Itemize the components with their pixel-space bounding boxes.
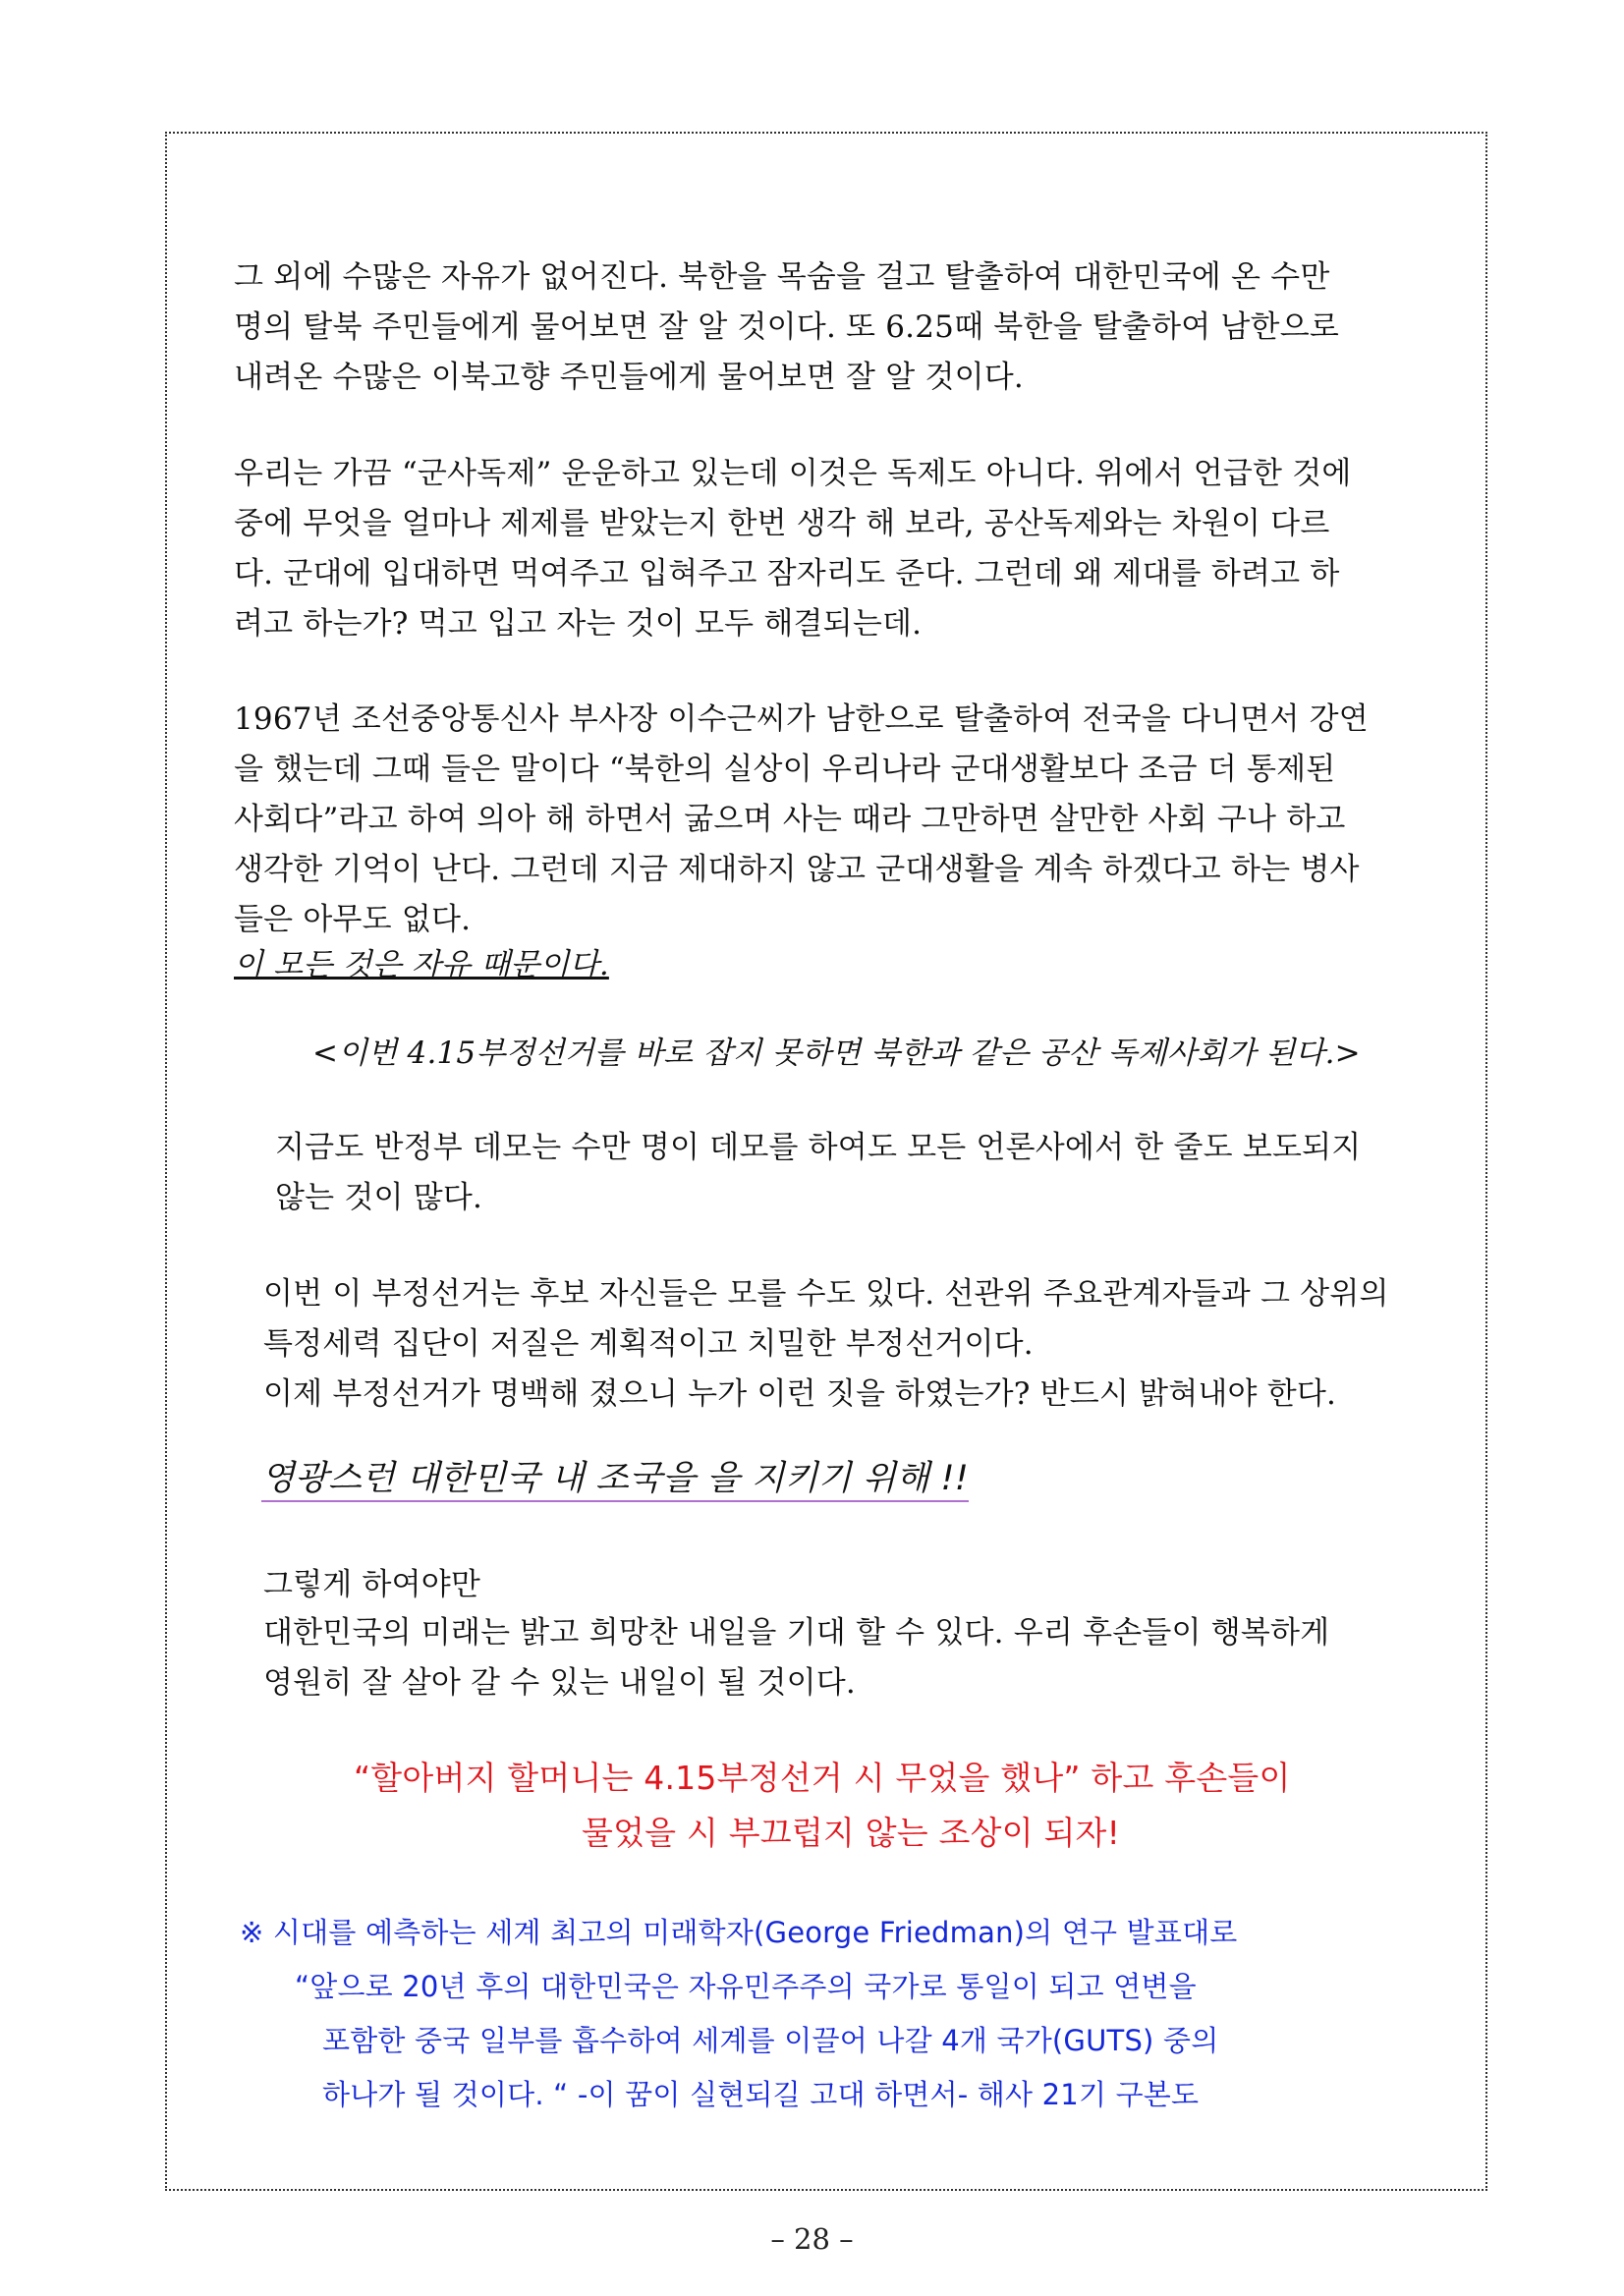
body-text-line: 그 외에 수많은 자유가 없어진다. 북한을 목숨을 걸고 탈출하여 대한민국에 온 수만: [234, 259, 1330, 295]
slogan: 영광스런 대한민국 내 조국을 을 지키기 위해 !!: [261, 1459, 969, 1502]
body-text-line: 대한민국의 미래는 밝고 희망찬 내일을 기대 할 수 있다. 우리 후손들이 행복하게: [263, 1615, 1330, 1651]
page-number: – 28 –: [770, 2222, 854, 2256]
body-text-line: 내려온 수많은 이북고향 주민들에게 물어보면 잘 알 것이다.: [234, 360, 1024, 395]
body-text-line: 지금도 반정부 데모는 수만 명이 데모를 하여도 모든 언론사에서 한 줄도 보도되지: [275, 1130, 1362, 1165]
body-text-line: 들은 아무도 없다.: [234, 902, 472, 937]
red-quote-line: “할아버지 할머니는 4.15부정선거 시 무었을 했나” 하고 후손들이: [354, 1759, 1291, 1797]
body-text-line: 을 했는데 그때 들은 말이다 “북한의 실상이 우리나라 군대생활보다 조금 더 통제된: [234, 752, 1336, 787]
body-text-line: 다. 군대에 입대하면 먹여주고 입혀주고 잠자리도 준다. 그런데 왜 제대를 하려고 하: [234, 556, 1340, 591]
body-text-line: 우리는 가끔 “군사독제” 운운하고 있는데 이것은 독제도 아니다. 위에서 언급한 것에: [234, 456, 1352, 491]
emphasis-line: 이 모든 것은 자유 때문이다.: [234, 947, 609, 982]
body-text-line: 않는 것이 많다.: [275, 1180, 483, 1215]
blue-note-line: 포함한 중국 일부를 흡수하여 세계를 이끌어 나갈 4개 국가(GUTS) 중의: [322, 2024, 1219, 2057]
body-text-line: 특정세력 집단이 저질은 계획적이고 치밀한 부정선거이다.: [263, 1326, 1034, 1362]
blue-note-line: “앞으로 20년 후의 대한민국은 자유민주주의 국가로 통일이 되고 연변을: [295, 1970, 1197, 2003]
body-text-line: 이번 이 부정선거는 후보 자신들은 모를 수도 있다. 선관위 주요관계자들과 그 상위의: [263, 1276, 1389, 1312]
body-text-line: 그렇게 하여야만: [263, 1567, 481, 1602]
body-text-line: 려고 하는가? 먹고 입고 자는 것이 모두 해결되는데.: [234, 606, 923, 642]
body-text-line: 1967년 조선중앙통신사 부사장 이수근씨가 남한으로 탈출하여 전국을 다니면서 강연: [234, 701, 1369, 737]
body-text-line: 이제 부정선거가 명백해 졌으니 누가 이런 짓을 하였는가? 반드시 밝혀내야 한다.: [263, 1376, 1337, 1412]
slogan-wrap: [261, 1459, 969, 1499]
body-text-line: 영원히 잘 살아 갈 수 있는 내일이 될 것이다.: [263, 1665, 856, 1701]
body-text-line: 사회다”라고 하여 의아 해 하면서 굶으며 사는 때라 그만하면 살만한 사회 구나 하고: [234, 802, 1346, 837]
blue-note-line: ※ 시대를 예측하는 세계 최고의 미래학자(George Friedman)의 연구 발표대로: [240, 1916, 1238, 1949]
blue-note-line: 하나가 될 것이다. “ -이 꿈이 실현되길 고대 하면서- 해사 21기 구본도: [322, 2078, 1200, 2111]
body-text-line: 명의 탈북 주민들에게 물어보면 잘 알 것이다. 또 6.25때 북한을 탈출하여 남한으로: [234, 309, 1339, 345]
subheading: <이번 4.15부정선거를 바로 잡지 못하면 북한과 같은 공산 독제사회가 된다.>: [312, 1036, 1361, 1071]
red-quote-line: 물었을 시 부끄럽지 않는 조상이 되자!: [582, 1814, 1121, 1852]
body-text-line: 중에 무엇을 얼마나 제제를 받았는지 한번 생각 해 보라, 공산독제와는 차원이 다르: [234, 506, 1330, 541]
body-text-line: 생각한 기억이 난다. 그런데 지금 제대하지 않고 군대생활을 계속 하겠다고 하는 병사: [234, 852, 1360, 887]
